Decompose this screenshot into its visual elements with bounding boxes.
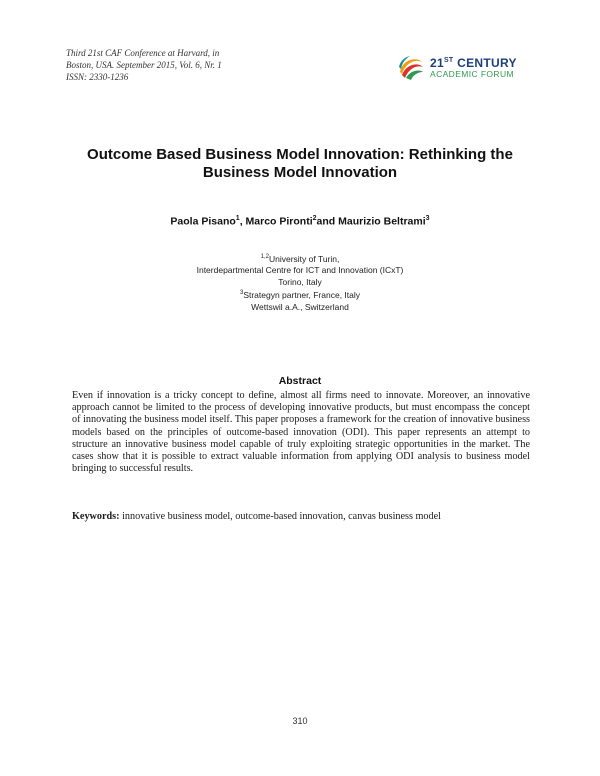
abstract-heading: Abstract <box>278 375 322 387</box>
keywords-text: innovative business model, outcome-based innovation, canvas business model <box>119 511 441 522</box>
author-affil-mark: 1 <box>235 215 240 222</box>
affiliation-line: $^3$Strategyn partner, France, Italy <box>239 290 361 301</box>
title-line-1: Outcome Based Business Model Innovation: Rethinking the <box>87 146 513 163</box>
keywords-label: Keywords: <box>72 511 120 522</box>
affiliation-line: Wettswil a.A., Switzerland <box>251 301 349 312</box>
issn: ISSN: 2330-1236 <box>66 72 129 82</box>
page-number: 310 <box>292 716 308 726</box>
journal-header <box>66 47 222 83</box>
author-name: Maurizio Beltrami <box>338 215 426 228</box>
paper-title <box>60 146 540 182</box>
affiliation-line: $^{1,2}$University of Turin, <box>260 253 340 264</box>
affiliation-line: Torino, Italy <box>278 276 322 287</box>
author-affil-mark: 2 <box>312 215 317 222</box>
title-line-2: Business Model Innovation <box>202 164 398 181</box>
academic-forum-logo <box>396 52 517 82</box>
author-name: Marco Pironti <box>245 215 313 228</box>
logo-subtitle: ACADEMIC FORUM <box>430 68 514 79</box>
author-name: Paola Pisano <box>170 215 236 228</box>
author-affil-mark: 3 <box>425 215 430 222</box>
keywords <box>72 511 530 522</box>
affiliations <box>60 252 540 313</box>
conference-line-2: Boston, USA. September 2015, Vol. 6, Nr. 1 <box>66 60 222 70</box>
logo-title: 21ST CENTURY <box>430 55 517 70</box>
swirl-globe-logo-icon <box>396 52 426 82</box>
abstract-text: Even if innovation is a tricky concept to define, almost all firms need to innovate. Moreover, an innovative approach cannot be limited to the process of developing innovative products, but must encompass the concept of innovating the business model itself. This paper proposes a framework for the creation of innovative business models based on the principles of outcome-based innovation (ODI). This paper represents an attempt to structure an innovative business model capable of truly exploiting strategic opportunities in the market. The cases show that it is possible to extract valuable information from applying ODI analysis to business model bringing to successful results. <box>72 390 530 475</box>
affiliation-line: Interdepartmental Centre for ICT and Innovation (ICxT) <box>196 265 404 276</box>
author-list: Paola Pisano$^1$, Marco Pironti$^2$and Maurizio Beltrami$^3$ <box>170 215 430 228</box>
conference-line-1: Third 21st CAF Conference at Harvard, in <box>66 48 220 58</box>
